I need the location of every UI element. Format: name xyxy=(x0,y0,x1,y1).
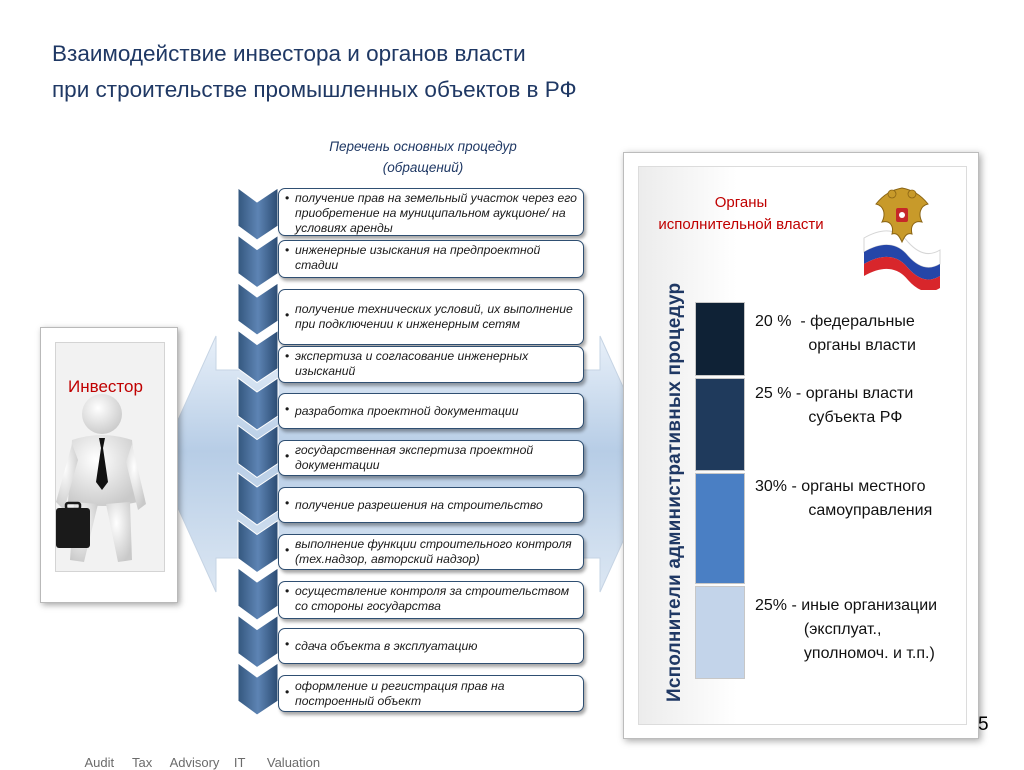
procedure-item-11: • оформление и регистрация прав на построенный объект xyxy=(278,675,584,712)
title-line-1: Взаимодействие инвестора и органов власти xyxy=(52,41,526,66)
footer-item-advisory: Advisory xyxy=(169,755,220,770)
chevron-arrow-icon xyxy=(238,331,278,383)
chevron-arrow-icon xyxy=(238,426,278,478)
procedure-item-6: • государственная экспертиза проектной документации xyxy=(278,440,584,476)
authorities-title-line-2: исполнительной власти xyxy=(658,216,824,233)
page-number: 5 xyxy=(978,714,989,735)
procedure-text: получение разрешения на строительство xyxy=(295,497,543,512)
authority-bar-label-4: 25% - иные организации (эксплуат., уполномоч. и т.п.) xyxy=(755,597,938,662)
authority-bar-label-1: 20 % - федеральные органы власти xyxy=(755,313,916,354)
authorities-title xyxy=(636,192,846,236)
russian-coat-of-arms-flag-icon xyxy=(862,180,942,290)
procedure-item-3: • получение технических условий, их выполнение при подключении к инженерным сетям xyxy=(278,289,584,345)
procedure-item-9: • осуществление контроля за строительством со стороны государства xyxy=(278,581,584,619)
procedure-text: государственная экспертиза проектной документации xyxy=(295,443,534,472)
procedures-caption xyxy=(298,136,548,178)
procedure-text: осуществление контроля за строительством со стороны государства xyxy=(295,584,570,613)
businessman-figure-icon xyxy=(50,392,162,572)
slide-title xyxy=(52,36,577,108)
chevron-arrow-icon xyxy=(238,521,278,573)
authority-bar-label-2: 25 % - органы власти субъекта РФ xyxy=(755,385,914,426)
procedure-item-1: • получение прав на земельный участок через его приобретение на муниципальном аукционе/ на условиях аренды xyxy=(278,188,584,236)
procedure-item-2: • инженерные изыскания на предпроектной стадии xyxy=(278,240,584,278)
procedure-item-5: • разработка проектной документации xyxy=(278,393,584,429)
procedure-item-4: • экспертиза и согласование инженерных изысканий xyxy=(278,346,584,383)
chevron-arrow-icon xyxy=(238,283,278,335)
authority-bar-4 xyxy=(695,586,745,679)
chevron-arrow-icon xyxy=(238,188,278,240)
authorities-title-line-1: Органы xyxy=(714,194,768,211)
footer-item-tax: Tax xyxy=(131,755,153,770)
chevron-arrow-icon xyxy=(238,473,278,525)
footer-item-it: IT xyxy=(233,755,246,770)
caption-line-1: Перечень основных процедур xyxy=(329,139,517,154)
footer-item-valuation: Valuation xyxy=(266,755,321,770)
chevron-arrow-icon xyxy=(238,568,278,620)
chevron-arrow-icon xyxy=(238,663,278,715)
chevron-arrow-icon xyxy=(238,378,278,430)
procedure-text: получение технических условий, их выполнение при подключении к инженерным сетям xyxy=(295,302,573,331)
authority-bar-label-3: 30% - органы местного самоуправления xyxy=(755,478,933,519)
title-line-2: при строительстве промышленных объектов в РФ xyxy=(52,77,577,102)
procedure-text: получение прав на земельный участок через его приобретение на муниципальном аукционе/ на условиях аренды xyxy=(295,191,577,235)
chevron-arrow-icon xyxy=(238,616,278,668)
procedure-text: экспертиза и согласование инженерных изысканий xyxy=(295,349,529,378)
procedure-text: оформление и регистрация прав на построенный объект xyxy=(295,678,505,708)
procedure-text: разработка проектной документации xyxy=(295,403,519,418)
procedure-text: выполнение функции строительного контроля (тех.надзор, авторский надзор) xyxy=(295,537,572,566)
procedure-item-10: • сдача объекта в эксплуатацию xyxy=(278,628,584,664)
caption-line-2: (обращений) xyxy=(382,160,464,175)
authority-bar-2 xyxy=(695,378,745,471)
authority-bar-3 xyxy=(695,473,745,584)
chevron-column xyxy=(236,188,282,728)
investor-label: Инвестор xyxy=(68,377,143,396)
authorities-vertical-label: Исполнители административных процедур xyxy=(664,282,685,702)
procedure-text: сдача объекта в эксплуатацию xyxy=(295,638,478,653)
procedure-item-7: • получение разрешения на строительство xyxy=(278,487,584,523)
procedure-text: инженерные изыскания на предпроектной стадии xyxy=(295,243,541,272)
authority-bar-1 xyxy=(695,302,745,376)
chevron-arrow-icon xyxy=(238,236,278,288)
procedure-item-8: • выполнение функции строительного контроля (тех.надзор, авторский надзор) xyxy=(278,534,584,570)
footer-item-audit: Audit xyxy=(84,755,115,770)
footer-nav xyxy=(78,740,320,770)
